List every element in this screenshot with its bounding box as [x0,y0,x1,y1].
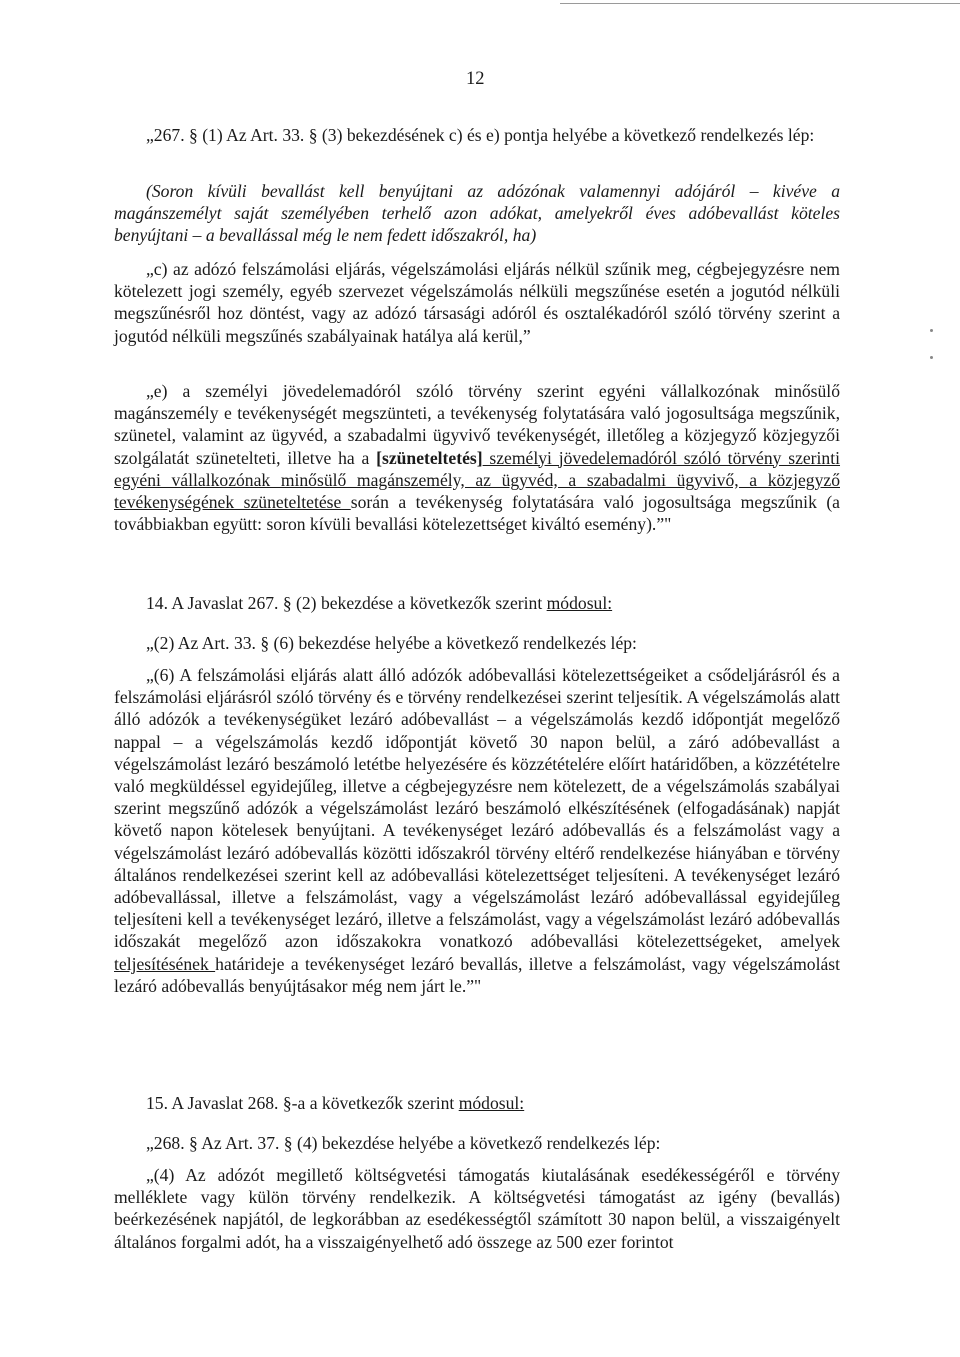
point-e-part2: során a tevékenység folytatására való jogosultsága megszűnik (a továbbiakban együtt: soron kívüli bevallási kötelezettséget kiváltó esemény).”" [114,492,840,535]
item-15-body-text: „(4) Az adózót megillető költségvetési támogatás kiutalásának esedékességéről e törvény melléklete vagy külön törvény rendelkezik. A költségvetési támogatást az igény (bevallás) beérkezésének napjától, de legkorábban az esedékességtől számított 30 napon belül, a visszaigényelt általános forgalmi adót, ha a visszaigényelhető adó összege az 500 ezer forintot [114,1165,840,1252]
point-e-bold: [szüneteltetés] [376,447,483,468]
item-14-head-underlined: módosul: [546,593,613,613]
item-15-heading [114,1092,840,1114]
point-e-underlined: személyi jövedelemadóról szóló törvény szerinti egyéni vállalkozónak minősülő magánszemély, az ügyvéd, a szabadalmi ügyvivő, a közjegyző tevékenységének szüneteltetése [114,447,841,513]
intro-italic: (Soron kívüli bevallást kell benyújtani az adózónak valamennyi adójáról – kivéve a magánszemélyt saját személyében terhelő azon adókat, amelyekről éves adóbevallást köteles benyújtani – a bevallással még le nem fedett időszakról, ha) [114,181,840,246]
item-14-body-1: „(6) A felszámolási eljárás alatt álló adózók adóbevallási kötelezettségeiket a csődeljárásról és a felszámolási eljárásról szóló törvény és e törvény rendelkezései szerint teljesítik. A végelszámolás alatt álló adózók a tevékenységüket lezáró adóbevallást – a végelszámolás kezdő időpontját megelőző nappal – a végelszámolás kezdő időpontját követő 30 napon belül, a záró adóbevallást a végelszámolást lezáró beszámoló letétbe helyezésére és közzétételére előírt határidőben, a közzétételre való megküldéssel egyidejűleg, illetve a cégbejegyzésre nem kötelezett, de a végelszámolás szabályai szerint megszűnő adózók a végelszámolást lezáró beszámoló elkészítésének (elfogadásának) napját követő napon kötelesek benyújtani. A tevékenységet lezáró adóbevallás és a felszámolást vagy a végelszámolást lezáró adóbevallás közötti időszakról törvény eltérő rendelkezése hiányában e törvény általános rendelkezései szerint kell az adóbevallási kötelezettséget teljesíteni. A tevékenységet lezáró adóbevallással, illetve a felszámolást, vagy a végelszámolást lezáró adóbevallással egyidejűleg teljesíteni kell a tevékenységet lezáró, illetve a felszámolást, vagy a végelszámolást lezáró adóbevallás időszakát megelőző azon időszakokra vonatkozó adóbevallási kötelezettségeket, amelyek [114,665,840,952]
intro-paragraph [114,124,840,146]
item-15-head: 15. A Javaslat 268. §-a a következők szerint [146,1093,459,1113]
item-14-body [114,664,840,997]
scan-edge-line [560,3,960,4]
item-15-head-underlined: módosul: [458,1093,525,1113]
intro-italic-paragraph [114,180,840,247]
point-c: „c) az adózó felszámolási eljárás, végelszámolási eljárás nélkül szűnik meg, cégbejegyzésre nem kötelezett jogi személy, egyéb szervezet végelszámolás nélküli megszűnése esetén a jogutód nélküli megszűnésről hoz döntést, vagy az adózó társasági adóról és osztalékadóról szóló törvény szerint a jogutód nélküli megszűnés szabályainak hatálya alá kerül,” [114,259,840,346]
item-14-sub-text: „(2) Az Art. 33. § (6) bekezdése helyébe a következő rendelkezés lép: [146,633,637,653]
item-14-heading [114,592,840,614]
item-14-body-underlined: teljesítésének [114,953,216,974]
point-e-paragraph [114,380,840,535]
item-14-sub [114,632,840,654]
item-15-body [114,1164,840,1253]
point-c-paragraph [114,258,840,347]
item-14-head: 14. A Javaslat 267. § (2) bekezdése a következők szerint [146,593,547,613]
point-e-part1: „e) a személyi jövedelemadóról szóló törvény szerint egyéni vállalkozónak minősülő magánszemély e tevékenységét megszünteti, a tevékenység folytatására való jogosultsága megszűnik, szünetel, valamint az ügyvéd, a szabadalmi ügyvivő tevékenységét, illetőleg a közjegyző közjegyzői szolgálatát szünetelteti, illetve ha a [114,381,840,468]
item-14-body-2: határideje a tevékenységet lezáró bevallás, illetve a felszámolást, vagy végelszámolást lezáró adóbevallás benyújtásakor még nem járt le.”" [114,953,841,996]
scan-speck [930,329,933,332]
point-e [114,380,840,535]
intro-line: „267. § (1) Az Art. 33. § (3) bekezdésének c) és e) pontja helyébe a következő rendelkezés lép: [146,125,815,145]
item-15-sub-text: „268. § Az Art. 37. § (4) bekezdése helyébe a következő rendelkezés lép: [146,1133,661,1153]
page-number: 12 [466,69,485,89]
item-15-sub [114,1132,840,1154]
scan-speck [930,356,933,359]
